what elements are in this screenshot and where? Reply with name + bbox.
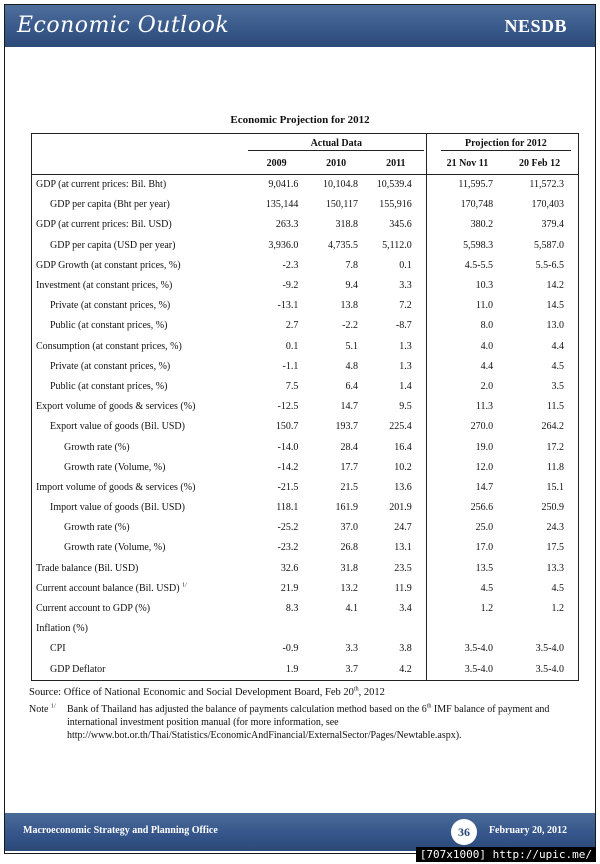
table-title: Economic Projection for 2012 [230, 114, 370, 126]
table-row [32, 276, 579, 296]
group-actual-label: Actual Data [248, 138, 424, 151]
table-cell: 12.0 [475, 461, 494, 473]
table-cell [434, 619, 501, 639]
table-cell: 37.0 [340, 522, 358, 534]
table-row [32, 478, 579, 498]
table-cell: 14.7 [475, 481, 494, 493]
row-label: Export value of goods (Bil. USD) [32, 417, 247, 437]
table-cell: 19.0 [475, 441, 494, 453]
source-line [29, 687, 385, 698]
table-cell: 3.8 [399, 643, 412, 655]
table-cell: 4.4 [480, 360, 494, 372]
row-label: Growth rate (Volume, %) [32, 458, 247, 478]
table-cell: -13.1 [277, 300, 299, 312]
table-row [32, 377, 579, 397]
table-cell: 13.8 [340, 300, 358, 312]
table-cell: 21.5 [340, 481, 358, 493]
table-row [32, 417, 579, 437]
header-title: Economic Outlook [17, 13, 230, 38]
table-cell: 9.4 [345, 280, 358, 292]
table-cell: 118.1 [276, 502, 299, 514]
table-cell: 345.6 [389, 219, 412, 231]
table-cell [366, 619, 426, 639]
row-label: GDP per capita (Bht per year) [32, 195, 247, 215]
table-cell: 3.5-4.0 [501, 639, 578, 659]
table-cell: 11.0 [475, 300, 494, 312]
table-cell: 1.3 [399, 340, 412, 352]
table-cell: 24.7 [394, 522, 412, 534]
row-label: Private (at constant prices, %) [32, 357, 247, 377]
table-cell: 4.0 [480, 340, 494, 352]
table-cell: 13.2 [340, 582, 358, 594]
row-label: Current account balance (Bil. USD) $^{1/}$ [32, 579, 247, 599]
table-cell: -23.2 [277, 542, 299, 554]
table-cell: 1.9 [247, 660, 307, 681]
table-cell: 26.8 [340, 542, 358, 554]
table-cell: 263.3 [275, 219, 299, 231]
table-cell: 3.5-4.0 [464, 643, 494, 655]
table-cell [306, 619, 366, 639]
table-cell: 16.4 [394, 441, 412, 453]
table-cell: 6.4 [345, 380, 358, 392]
table-cell: -12.5 [277, 401, 299, 413]
table-cell: 0.1 [399, 259, 412, 271]
row-label: Public (at constant prices, %) [32, 316, 247, 336]
table-cell: 264.2 [501, 417, 578, 437]
table-cell: 3.5 [501, 377, 578, 397]
table-cell: 318.8 [335, 219, 358, 231]
table-cell: 150,117 [325, 199, 358, 211]
table-cell: 25.0 [475, 522, 494, 534]
table-cell: 13.0 [501, 316, 578, 336]
table-cell: 9.5 [399, 401, 412, 413]
document-page [4, 4, 596, 854]
table-cell: 23.5 [394, 562, 412, 574]
table-cell: 10,539.4 [366, 175, 426, 196]
col-2011: 2011 [366, 154, 426, 175]
table-cell: 8.0 [480, 320, 494, 332]
table-cell: -8.7 [395, 320, 412, 332]
table-cell: -25.2 [277, 522, 299, 534]
table-cell: 14.2 [501, 276, 578, 296]
table-row [32, 337, 579, 357]
table-row [32, 175, 579, 196]
table-cell: 11.9 [394, 582, 412, 594]
table-row [32, 498, 579, 518]
table-cell: 13.5 [475, 562, 494, 574]
table-row [32, 236, 579, 256]
group-actual-cell [247, 134, 426, 155]
table-cell: -21.5 [277, 481, 299, 493]
row-label: Trade balance (Bil. USD) [32, 559, 247, 579]
table-cell: 7.8 [345, 259, 358, 271]
table-cell: 5.5-6.5 [501, 256, 578, 276]
table-row [32, 660, 579, 681]
table-cell: 155,916 [379, 199, 412, 211]
table-cell: 4.4 [501, 337, 578, 357]
table-cell: 17.0 [475, 542, 494, 554]
table-cell: 11,595.7 [434, 175, 501, 196]
table-body [32, 175, 579, 681]
table-cell: -9.2 [282, 280, 299, 292]
table-cell: 3.5-4.0 [501, 660, 578, 681]
table-cell: 7.2 [399, 300, 412, 312]
table-cell: 3.4 [399, 603, 412, 615]
table-row [32, 538, 579, 558]
table-cell: 10.3 [475, 280, 494, 292]
table-cell: 13.1 [394, 542, 412, 554]
footer-office: Macroeconomic Strategy and Planning Office [23, 825, 218, 836]
table-row [32, 599, 579, 619]
table-cell: 193.7 [335, 421, 358, 433]
table-cell: 135,144 [265, 199, 299, 211]
table-cell [501, 619, 578, 639]
table-cell: 11.5 [501, 397, 578, 417]
table-cell: 14.7 [340, 401, 358, 413]
col-21nov11: 21 Nov 11 [434, 154, 501, 175]
table-row [32, 619, 579, 639]
table-cell: 15.1 [501, 478, 578, 498]
row-label: Consumption (at constant prices, %) [32, 337, 247, 357]
table-cell: 5.1 [345, 340, 358, 352]
table-cell: 24.3 [501, 518, 578, 538]
table-cell: 31.8 [340, 562, 358, 574]
table-cell: 4.5-5.5 [464, 259, 494, 271]
table-cell: 17.7 [340, 461, 358, 473]
table-cell: 161.9 [335, 502, 358, 514]
table-row [32, 256, 579, 276]
col-2010: 2010 [306, 154, 366, 175]
watermark-label: [707x1000] http://upic.me/ [416, 847, 596, 862]
table-cell: 4.8 [345, 360, 358, 372]
footer-date: February 20, 2012 [488, 825, 567, 836]
row-label: Public (at constant prices, %) [32, 377, 247, 397]
table-cell: 270.0 [470, 421, 494, 433]
table-row [32, 559, 579, 579]
row-label: GDP per capita (USD per year) [32, 236, 247, 256]
table-cell: 17.2 [501, 437, 578, 457]
table-cell: 4.5 [501, 579, 578, 599]
row-label: Current account to GDP (%) [32, 599, 247, 619]
label-header-cell [32, 134, 247, 155]
row-label: GDP Deflator [32, 660, 247, 681]
source-text: Source: Office of National Economic and Social Development Board, Feb 20 [29, 687, 354, 698]
projection-table [31, 133, 579, 681]
table-cell: 3.3 [345, 643, 358, 655]
table-cell: 256.6 [470, 502, 494, 514]
table-cell: 11.8 [501, 458, 578, 478]
table-row [32, 437, 579, 457]
table-cell: 2.7 [285, 320, 299, 332]
col-20feb12: 20 Feb 12 [501, 154, 578, 175]
table-cell: 3,936.0 [268, 239, 299, 251]
table-cell: 1.2 [480, 603, 494, 615]
table-cell: 1.4 [399, 380, 412, 392]
header-org: NESDB [504, 16, 567, 36]
source-tail: , 2012 [358, 687, 385, 698]
row-label: CPI [32, 639, 247, 659]
row-label: Import volume of goods & services (%) [32, 478, 247, 498]
table-cell: 1.3 [399, 360, 412, 372]
source-sup: th [353, 686, 359, 693]
table-cell: 4.2 [366, 660, 426, 681]
row-label: Growth rate (Volume, %) [32, 538, 247, 558]
table-cell: 11,572.3 [501, 175, 578, 196]
header-year-row [32, 154, 579, 175]
table-cell: 4.5 [501, 357, 578, 377]
table-cell: 2.0 [480, 380, 494, 392]
table-cell: 13.6 [394, 481, 412, 493]
table-cell: 10,104.8 [306, 175, 366, 196]
table-cell: 3.7 [306, 660, 366, 681]
table-cell: 8.3 [285, 603, 299, 615]
table-cell: 13.3 [501, 559, 578, 579]
table-cell: 14.5 [501, 296, 578, 316]
table-cell: 5,598.3 [463, 239, 494, 251]
table-cell: -14.2 [277, 461, 299, 473]
table-cell: 4.5 [480, 582, 494, 594]
table-cell: 5,587.0 [501, 236, 578, 256]
group-projection-label: Projection for 2012 [441, 138, 571, 151]
table-row [32, 518, 579, 538]
table-cell: -1.1 [282, 360, 299, 372]
table-row [32, 195, 579, 215]
row-label: Private (at constant prices, %) [32, 296, 247, 316]
table-cell: 201.9 [389, 502, 412, 514]
table-cell: 170,748 [460, 199, 494, 211]
header-group-row [32, 134, 579, 155]
table-cell: 250.9 [501, 498, 578, 518]
row-label: Growth rate (%) [32, 518, 247, 538]
table-cell: 4,735.5 [327, 239, 358, 251]
page-footer [5, 813, 595, 851]
table-row [32, 579, 579, 599]
table-row [32, 215, 579, 235]
row-label: Growth rate (%) [32, 437, 247, 457]
page-header [5, 5, 595, 47]
table-cell: 5,112.0 [382, 239, 412, 251]
table-cell: 32.6 [280, 562, 299, 574]
table-cell: 379.4 [501, 215, 578, 235]
table-row [32, 639, 579, 659]
table-cell: 225.4 [389, 421, 412, 433]
table-cell: -0.9 [282, 643, 299, 655]
table-cell: 170,403 [501, 195, 578, 215]
page-number: 36 [451, 819, 477, 845]
table-cell: 28.4 [340, 441, 358, 453]
row-label: Export volume of goods & services (%) [32, 397, 247, 417]
row-label: GDP (at current prices: Bil. Bht) [32, 175, 247, 196]
col-2009: 2009 [247, 154, 307, 175]
table-row [32, 296, 579, 316]
group-projection-cell [434, 134, 579, 155]
note-body: Bank of Thailand has adjusted the balance of payments calculation method based on the 6th IMF balance of payment and international investment position manual (for more information, see http://www.bot.or.th/Thai/Statistics/EconomicAndFinancial/ExternalSector/Pages/Newtable.aspx). [67, 703, 550, 741]
table-cell: 21.9 [280, 582, 299, 594]
table-cell: 9,041.6 [247, 175, 307, 196]
row-label: GDP Growth (at constant prices, %) [32, 256, 247, 276]
table-cell: 11.3 [475, 401, 494, 413]
table-cell: -2.3 [282, 259, 299, 271]
table-row [32, 316, 579, 336]
note-block [29, 703, 585, 742]
row-label: Import value of goods (Bil. USD) [32, 498, 247, 518]
table-cell [247, 619, 307, 639]
row-label: Inflation (%) [32, 619, 247, 639]
table-cell: 0.1 [285, 340, 299, 352]
table-cell: 3.5-4.0 [434, 660, 501, 681]
table-cell: 3.3 [399, 280, 412, 292]
table-row [32, 458, 579, 478]
row-label: Investment (at constant prices, %) [32, 276, 247, 296]
table-cell: 17.5 [501, 538, 578, 558]
table-row [32, 357, 579, 377]
table-row [32, 397, 579, 417]
table-cell: 4.1 [345, 603, 358, 615]
table-cell: 1.2 [501, 599, 578, 619]
note-label: Note $^{1/}$ [29, 703, 56, 715]
table-cell: 10.2 [394, 461, 412, 473]
row-label: GDP (at current prices: Bil. USD) [32, 215, 247, 235]
table-cell: 7.5 [285, 380, 299, 392]
table-cell: 380.2 [470, 219, 494, 231]
table-cell: -14.0 [277, 441, 299, 453]
table-cell: -2.2 [342, 320, 358, 332]
table-cell: 150.7 [275, 421, 299, 433]
